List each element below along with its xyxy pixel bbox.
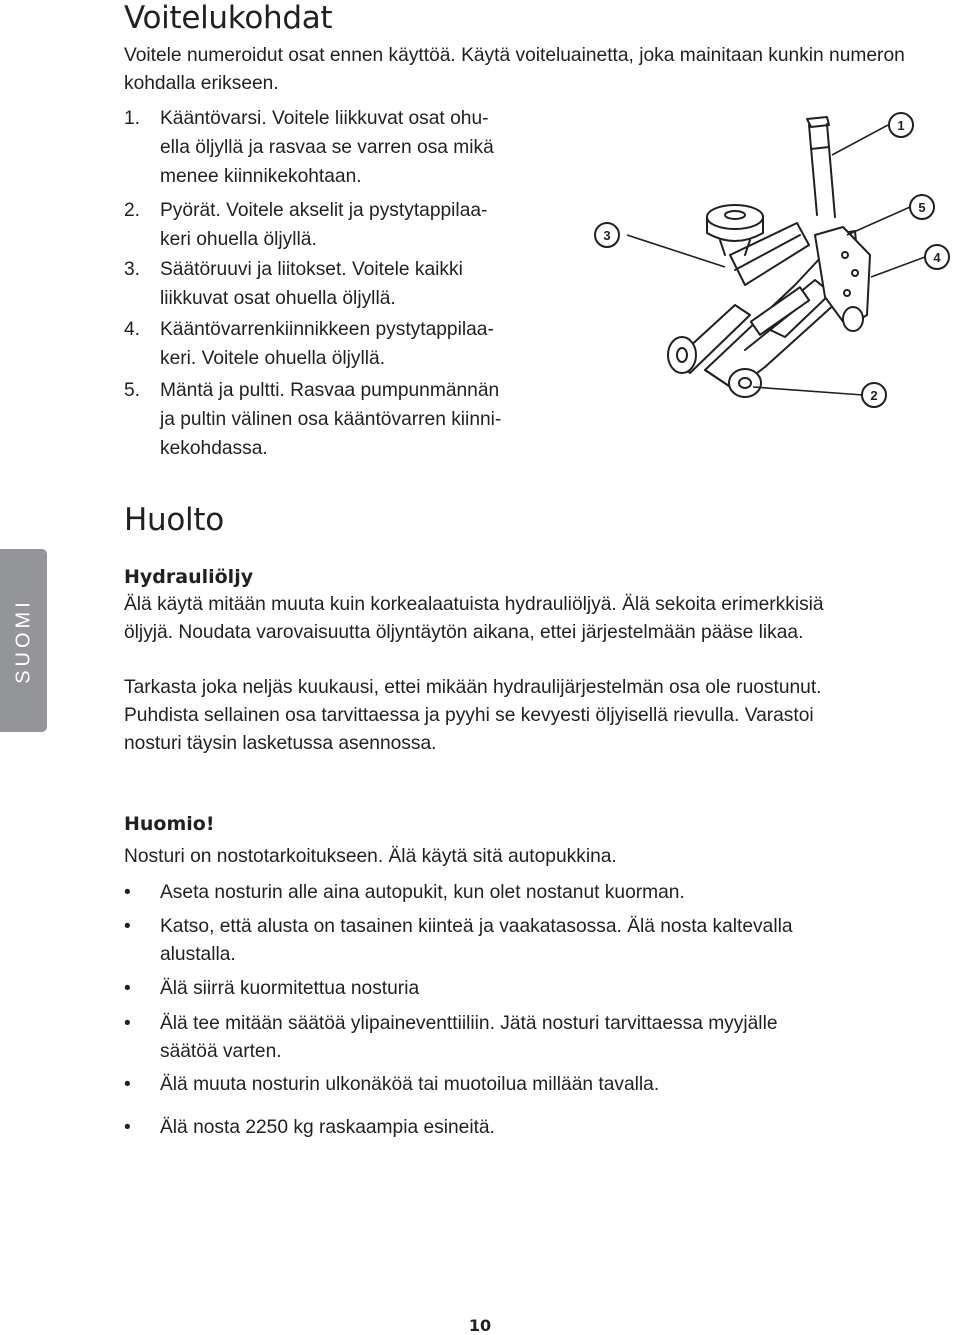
hydraulic-oil-subheading: Hydrauliöljy xyxy=(124,566,254,588)
maintenance-heading: Huolto xyxy=(124,502,224,538)
page-number: 10 xyxy=(468,1316,492,1335)
side-tab-label: SUOMI xyxy=(12,597,34,684)
lubrication-heading: Voitelukohdat xyxy=(124,0,333,36)
callout-3: 3 xyxy=(603,228,611,243)
callout-1: 1 xyxy=(897,118,905,133)
hydraulic-oil-paragraph-2: Tarkasta joka neljäs kuukausi, ettei mikään hydraulijärjestelmän osa ole ruostunut. Puhdista sellainen osa tarvittaessa ja pyyhi se kevyesti öljyisellä rievulla. Varastoi nosturi täysin lasketussa asennossa. xyxy=(124,677,822,754)
hydraulic-oil-paragraph-1: Älä käytä mitään muuta kuin korkealaatuista hydrauliöljyä. Älä sekoita erimerkkisiä öljyjä. Noudata varovaisuutta öljyntäytön aikana, ettei järjestelmään pääse likaa. xyxy=(124,594,824,643)
callout-5: 5 xyxy=(918,200,926,215)
callout-2: 2 xyxy=(870,388,878,403)
callout-4: 4 xyxy=(933,250,941,265)
lubrication-intro: Voitele numeroidut osat ennen käyttöä. Käytä voiteluainetta, joka mainitaan kunkin numeron kohdalla erikseen. xyxy=(124,45,905,94)
language-side-tab xyxy=(0,549,47,732)
notice-lead: Nosturi on nostotarkoitukseen. Älä käytä sitä autopukkina. xyxy=(124,846,617,867)
floor-jack-diagram xyxy=(585,105,955,425)
notice-heading: Huomio! xyxy=(124,813,215,835)
